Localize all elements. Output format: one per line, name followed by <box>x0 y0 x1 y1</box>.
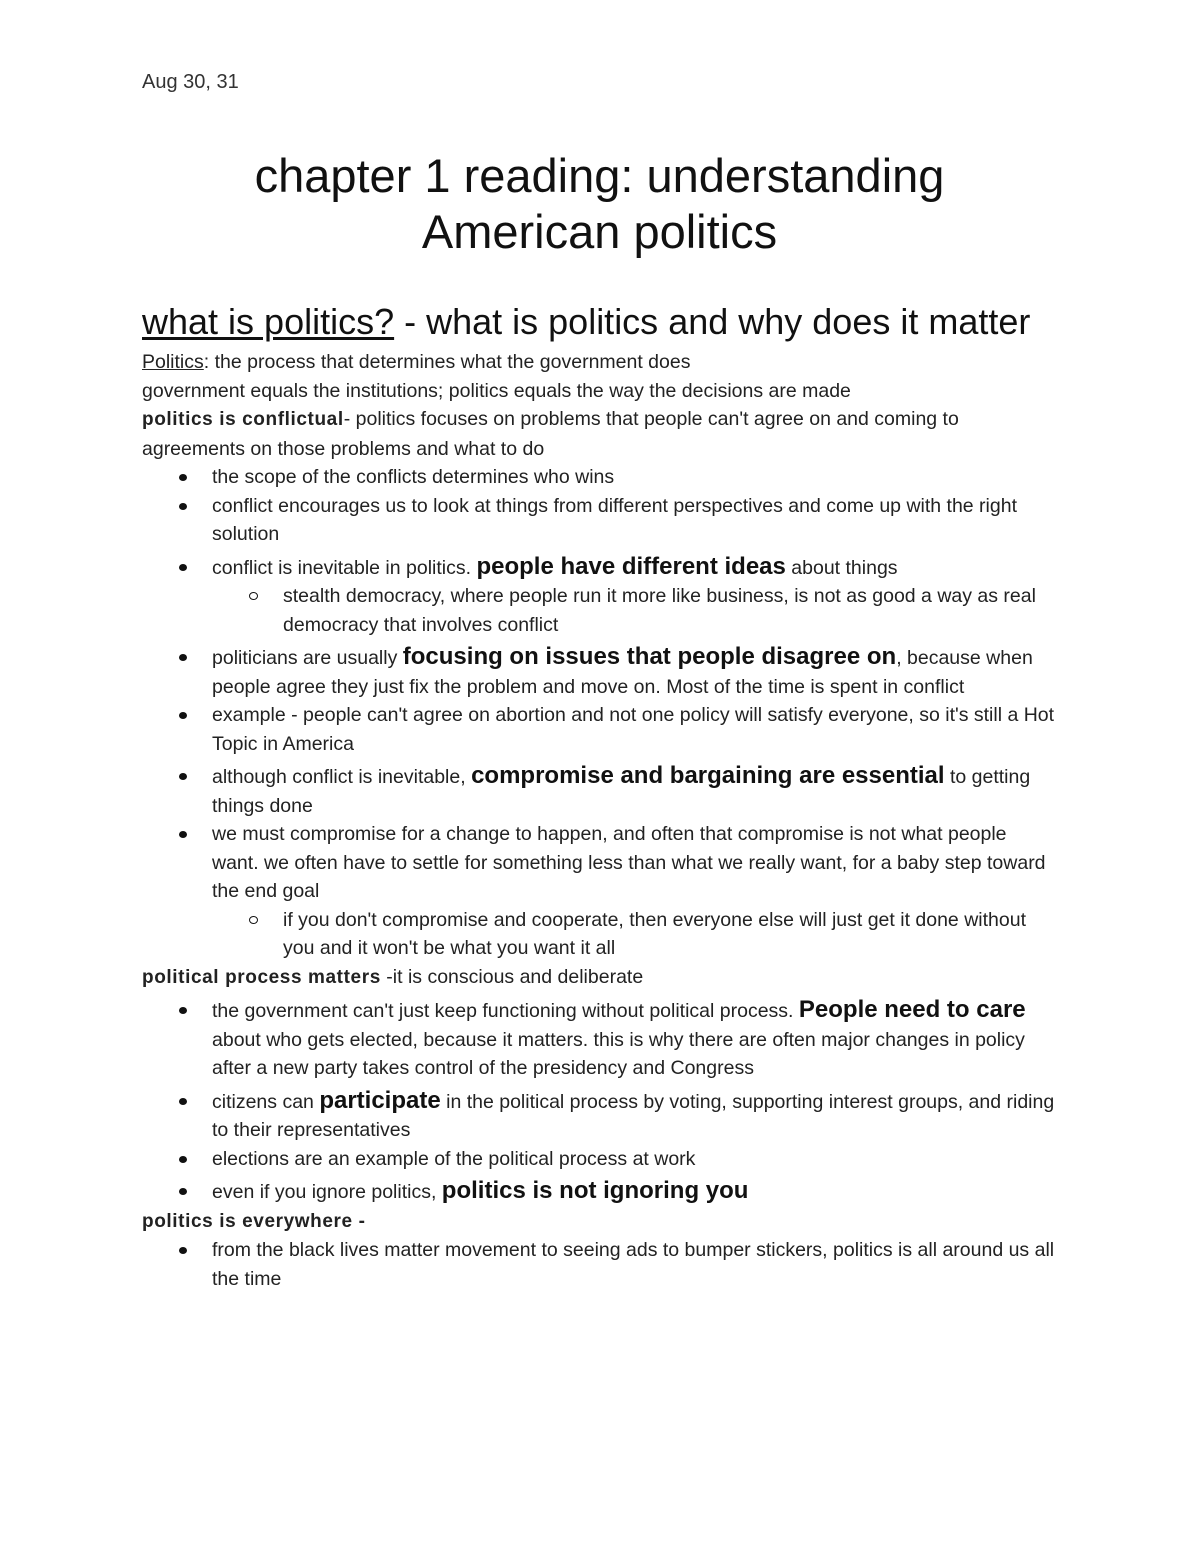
everywhere-heading-line <box>142 1207 1057 1237</box>
heading-rest: - what is politics and why does it matter <box>394 301 1031 342</box>
bullet-text: about things <box>785 556 898 579</box>
list-item <box>212 1087 1057 1145</box>
bullet-text: the government can't just keep functioning without political process. <box>212 1000 799 1022</box>
emphasis-text: people have different ideas <box>476 552 786 580</box>
list-item <box>212 996 1057 1083</box>
conflictual-rest: - politics focuses on problems that people can't agree on and coming to agreements on those problems and what to do <box>142 408 959 460</box>
list-item <box>212 762 1057 820</box>
list-item: conflict encourages us to look at things from different perspectives and come up with the right solution <box>212 492 1057 549</box>
politics-term: Politics <box>142 351 204 373</box>
bullet-text: politicians are usually <box>212 647 403 669</box>
list-item: example - people can't agree on abortion and not one policy will satisfy everyone, so it's still a Hot Topic in America <box>212 701 1057 758</box>
document-title <box>142 148 1057 260</box>
bullet-text: in the political process by voting, supporting interest groups, and riding to their representatives <box>212 1090 1055 1141</box>
document-date: Aug 30, 31 <box>142 71 239 93</box>
process-bullet-list <box>142 996 1057 1207</box>
conflictual-bold: politics is conflictual <box>142 409 344 430</box>
process-heading-bold: political process matters <box>142 966 381 988</box>
sub-list-item: stealth democracy, where people run it more like business, is not as good a way as real democracy that involves conflict <box>283 582 1057 639</box>
process-heading-line <box>142 963 1057 993</box>
section-heading-what-is-politics <box>142 300 1057 344</box>
list-item <box>212 820 1057 963</box>
list-item: from the black lives matter movement to seeing ads to bumper stickers, politics is all around us all the time <box>212 1236 1057 1293</box>
emphasis-text: compromise and bargaining are essential <box>471 762 945 789</box>
bullet-text: conflict is inevitable in politics. <box>212 556 477 579</box>
title-line-1: chapter 1 reading: understanding <box>254 149 945 202</box>
list-item: the scope of the conflicts determines who wins <box>212 463 1057 492</box>
politics-definition <box>142 348 1057 377</box>
bullet-text: , because when people agree they just fix the problem and move on. Most of the time is spent in conflict <box>212 647 1033 698</box>
sub-bullet-list <box>212 906 1057 963</box>
bullet-text: even if you ignore politics, <box>212 1181 442 1203</box>
bullet-text: about who gets elected, because it matters. this is why there are often major changes in policy after a new party takes control of the presidency and Congress <box>212 1028 1025 1079</box>
emphasis-text: focusing on issues that people disagree on <box>402 643 897 670</box>
list-item <box>212 1177 1057 1207</box>
everywhere-heading-bold: politics is everywhere - <box>142 1210 366 1232</box>
bullet-text: although conflict is inevitable, <box>212 766 472 788</box>
list-item: elections are an example of the political process at work <box>212 1145 1057 1174</box>
government-line: government equals the institutions; politics equals the way the decisions are made <box>142 379 851 402</box>
politics-def: : the process that determines what the government does <box>203 351 691 373</box>
list-item <box>212 553 1057 640</box>
bullet-text: we must compromise for a change to happen, and often that compromise is not what people want. we often have to settle for something less than what we really want, for a baby step toward the end goal <box>212 823 1046 902</box>
emphasis-text: People need to care <box>798 996 1026 1023</box>
heading-underlined: what is politics? <box>142 301 395 342</box>
conflict-bullet-list <box>142 463 1057 963</box>
conflictual-line <box>142 405 1057 463</box>
document-body <box>142 300 1057 1293</box>
list-item <box>212 643 1057 701</box>
bullet-text: to getting things done <box>212 766 1031 817</box>
emphasis-text: politics is not ignoring you <box>441 1177 749 1204</box>
process-heading-rest: -it is conscious and deliberate <box>380 965 644 988</box>
sub-list-item: if you don't compromise and cooperate, then everyone else will just get it done without you and it won't be what you want it all <box>283 906 1057 963</box>
emphasis-text: participate <box>319 1086 441 1114</box>
sub-bullet-list <box>212 582 1057 639</box>
bullet-text: citizens can <box>212 1090 320 1113</box>
title-line-2: American politics <box>421 205 778 258</box>
everywhere-bullet-list <box>142 1236 1057 1293</box>
